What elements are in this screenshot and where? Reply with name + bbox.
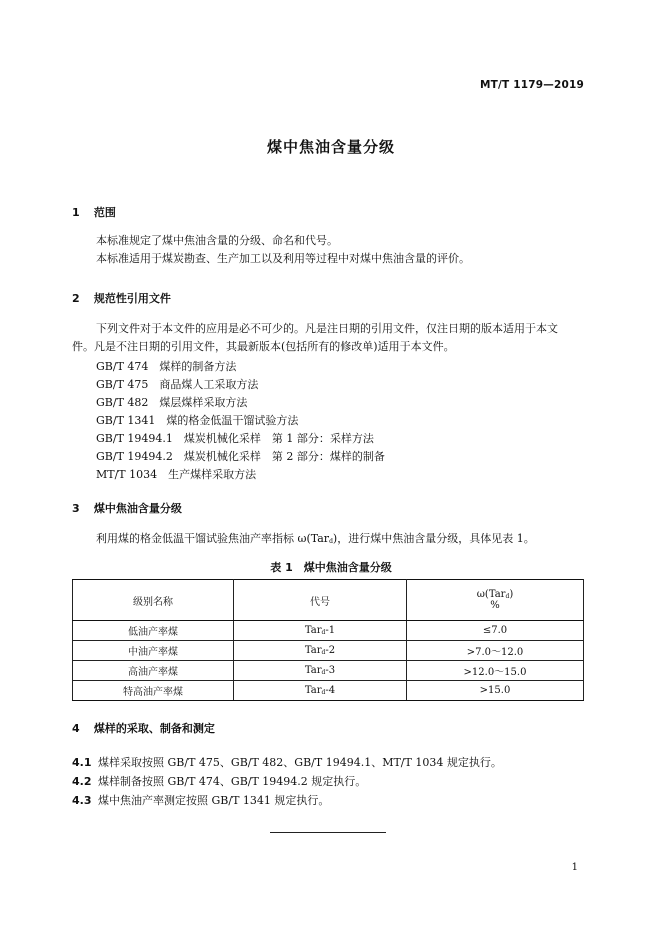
code-text: -3 (325, 665, 336, 676)
section-number: 1 (72, 206, 80, 219)
reference-code: MT/T 1034 (96, 468, 158, 481)
clause-text: 煤中焦油产率测定按照 GB/T 1341 规定执行。 (98, 794, 330, 807)
table-caption: 表 1 煤中焦油含量分级 (270, 561, 392, 574)
clause-item (72, 792, 329, 808)
section-1-heading (72, 204, 116, 220)
code-text: -1 (325, 625, 336, 636)
reference-item (96, 466, 256, 482)
reference-item (96, 394, 247, 410)
code-text: -4 (325, 685, 336, 696)
subscript: d (321, 649, 326, 656)
header-value-symbol (407, 589, 583, 600)
header-grade: 级别名称 (73, 580, 234, 621)
reference-item (96, 430, 374, 446)
clause-number: 4.1 (72, 756, 92, 769)
code-text: Tar (304, 645, 322, 656)
section-3-heading (72, 500, 182, 516)
end-rule (270, 832, 386, 833)
clause-item (72, 754, 502, 770)
para-text: 利用煤的格金低温干馏试验焦油产率指标 ω(Tar (96, 532, 330, 545)
subscript: d (321, 629, 326, 636)
clause-item (72, 773, 366, 789)
range-cell: >7.0～12.0 (407, 641, 584, 661)
code-text: Tar (304, 685, 322, 696)
table-row (73, 661, 584, 681)
grade-cell: 特高油产率煤 (73, 681, 234, 701)
grade-cell: 低油产率煤 (73, 621, 234, 641)
reference-item (96, 376, 258, 392)
section-2-intro-line-1: 下列文件对于本文件的应用是必不可少的。凡是注日期的引用文件，仅注日期的版本适用于本文 (96, 322, 558, 335)
section-3-para (96, 530, 535, 551)
subscript: d (321, 669, 326, 676)
reference-code: GB/T 474 (96, 360, 149, 373)
range-cell: >12.0～15.0 (407, 661, 584, 681)
reference-code: GB/T 19494.2 (96, 450, 173, 463)
reference-item (96, 448, 385, 464)
table-row (73, 681, 584, 701)
range-cell: >15.0 (407, 681, 584, 701)
section-4-heading (72, 720, 215, 736)
clause-number: 4.3 (72, 794, 92, 807)
code-text: Tar (304, 625, 322, 636)
subscript: d (329, 538, 333, 545)
standard-number: MT/T 1179—2019 (479, 79, 584, 91)
reference-name: 煤炭机械化采样 第 2 部分：煤样的制备 (183, 450, 385, 463)
subscript: d (321, 689, 326, 696)
clause-text: 煤样制备按照 GB/T 474、GB/T 19494.2 规定执行。 (98, 775, 367, 788)
table-row (73, 621, 584, 641)
header-code: 代号 (234, 580, 407, 621)
header-value (407, 580, 584, 621)
code-cell (234, 641, 407, 661)
section-1-para-1: 本标准规定了煤中焦油含量的分级、命名和代号。 (96, 234, 338, 247)
table-header-row (73, 580, 584, 621)
section-2-intro-line-2: 件。凡是不注日期的引用文件，其最新版本(包括所有的修改单)适用于本文件。 (72, 340, 455, 353)
reference-name: 生产煤样采取方法 (168, 468, 257, 481)
code-cell (234, 681, 407, 701)
code-text: -2 (325, 645, 336, 656)
subscript: d (505, 593, 510, 600)
range-cell: ≤7.0 (407, 621, 584, 641)
reference-name: 商品煤人工采取方法 (159, 378, 259, 391)
reference-item (96, 412, 298, 428)
section-title: 规范性引用文件 (93, 292, 171, 305)
reference-name: 煤样的制备方法 (159, 360, 237, 373)
header-value-unit: % (490, 600, 500, 611)
section-number: 4 (72, 722, 80, 735)
reference-code: GB/T 19494.1 (96, 432, 173, 445)
reference-name: 煤的格金低温干馏试验方法 (166, 414, 299, 427)
table-row (73, 641, 584, 661)
code-text: Tar (304, 665, 322, 676)
clause-text: 煤样采取按照 GB/T 475、GB/T 482、GB/T 19494.1、MT/T 1034 规定执行。 (98, 756, 502, 769)
grade-table (72, 579, 584, 701)
code-cell (234, 661, 407, 681)
grade-cell: 高油产率煤 (73, 661, 234, 681)
reference-code: GB/T 475 (96, 378, 149, 391)
reference-name: 煤炭机械化采样 第 1 部分：采样方法 (183, 432, 374, 445)
code-cell (234, 621, 407, 641)
section-title: 范围 (93, 206, 116, 219)
page-number: 1 (571, 862, 578, 873)
section-title: 煤样的采取、制备和测定 (93, 722, 215, 735)
symbol-text: ) (509, 589, 514, 600)
reference-code: GB/T 1341 (96, 414, 156, 427)
symbol-text: ω(Tar (476, 589, 506, 600)
reference-code: GB/T 482 (96, 396, 149, 409)
grade-cell: 中油产率煤 (73, 641, 234, 661)
reference-item (96, 358, 236, 374)
section-number: 2 (72, 292, 80, 305)
clause-number: 4.2 (72, 775, 92, 788)
section-number: 3 (72, 502, 80, 515)
para-text: )，进行煤中焦油含量分级，具体见表 1。 (332, 532, 535, 545)
section-1-para-2: 本标准适用于煤炭勘查、生产加工以及利用等过程中对煤中焦油含量的评价。 (96, 252, 470, 265)
section-title: 煤中焦油含量分级 (93, 502, 182, 515)
document-title: 煤中焦油含量分级 (266, 138, 395, 156)
section-2-heading (72, 290, 171, 306)
reference-name: 煤层煤样采取方法 (159, 396, 248, 409)
